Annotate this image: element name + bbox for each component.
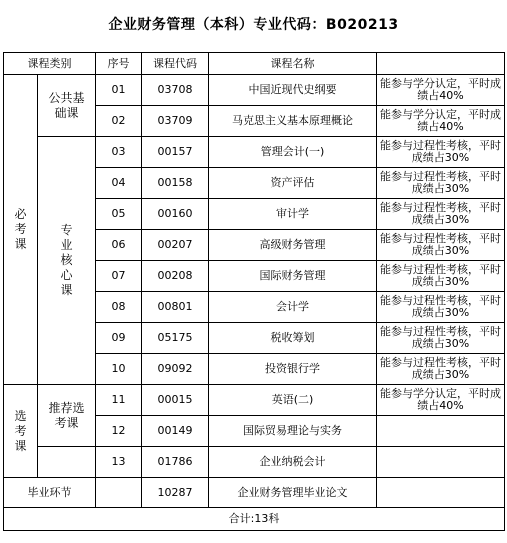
row-note: 能参与过程性考核，平时成绩占30% <box>377 230 505 261</box>
group-public-basic-label: 公共基础课 <box>48 90 85 120</box>
row-code: 00015 <box>142 385 209 416</box>
row-name: 管理会计(一) <box>209 137 377 168</box>
row-name: 英语(二) <box>209 385 377 416</box>
row-seq <box>96 478 142 508</box>
row-code: 00158 <box>142 168 209 199</box>
row-code: 00208 <box>142 261 209 292</box>
table-row <box>4 137 505 168</box>
header-name: 课程名称 <box>209 53 377 75</box>
row-note: 能参与学分认定，平时成绩占40% <box>377 385 505 416</box>
row-seq: 04 <box>96 168 142 199</box>
row-seq: 06 <box>96 230 142 261</box>
row-seq: 01 <box>96 75 142 106</box>
row-code: 00801 <box>142 292 209 323</box>
table-row <box>4 447 505 478</box>
group-required-cell <box>4 75 38 385</box>
group-professional-core-cell <box>38 137 96 385</box>
row-name: 审计学 <box>209 199 377 230</box>
total-row <box>4 508 505 531</box>
row-code: 03708 <box>142 75 209 106</box>
row-note: 能参与过程性考核，平时成绩占30% <box>377 261 505 292</box>
row-note: 能参与学分认定，平时成绩占40% <box>377 75 505 106</box>
row-seq: 13 <box>96 447 142 478</box>
row-seq: 08 <box>96 292 142 323</box>
row-code: 00149 <box>142 416 209 447</box>
header-note <box>377 53 505 75</box>
row-seq: 10 <box>96 354 142 385</box>
group-graduation-label: 毕业环节 <box>4 478 96 508</box>
row-seq: 12 <box>96 416 142 447</box>
header-code: 课程代码 <box>142 53 209 75</box>
row-code: 09092 <box>142 354 209 385</box>
row-note: 能参与过程性考核，平时成绩占30% <box>377 292 505 323</box>
row-code: 00160 <box>142 199 209 230</box>
graduation-row <box>4 478 505 508</box>
total-label: 合计:13科 <box>4 508 505 531</box>
group-recommended-elective-label: 推荐选考课 <box>48 400 85 430</box>
row-name: 国际贸易理论与实务 <box>209 416 377 447</box>
header-row <box>4 53 505 75</box>
row-note: 能参与过程性考核，平时成绩占30% <box>377 137 505 168</box>
row-code: 05175 <box>142 323 209 354</box>
row-name: 中国近现代史纲要 <box>209 75 377 106</box>
row-name: 会计学 <box>209 292 377 323</box>
row-seq: 05 <box>96 199 142 230</box>
row-note: 能参与过程性考核，平时成绩占30% <box>377 323 505 354</box>
row-name: 投资银行学 <box>209 354 377 385</box>
row-code: 10287 <box>142 478 209 508</box>
row-note: 能参与过程性考核，平时成绩占30% <box>377 199 505 230</box>
row-code: 00207 <box>142 230 209 261</box>
group-recommended-elective-cell <box>38 385 96 447</box>
group-public-basic-cell <box>38 75 96 137</box>
row-name: 资产评估 <box>209 168 377 199</box>
row-name: 税收筹划 <box>209 323 377 354</box>
row-name: 高级财务管理 <box>209 230 377 261</box>
row-note <box>377 416 505 447</box>
header-category: 课程类别 <box>4 53 96 75</box>
row-note <box>377 478 505 508</box>
group-professional-core-label: 专业核心课 <box>60 223 73 297</box>
row-code: 03709 <box>142 106 209 137</box>
row-seq: 02 <box>96 106 142 137</box>
document-title: 企业财务管理（本科）专业代码：B020213 <box>108 17 399 33</box>
row-note: 能参与过程性考核，平时成绩占30% <box>377 168 505 199</box>
group-required-label: 必考课 <box>14 207 27 251</box>
header-seq: 序号 <box>96 53 142 75</box>
row-code: 00157 <box>142 137 209 168</box>
row-note: 能参与过程性考核，平时成绩占30% <box>377 354 505 385</box>
row-name: 国际财务管理 <box>209 261 377 292</box>
table-row <box>4 75 505 106</box>
row-seq: 09 <box>96 323 142 354</box>
group-elective-label: 选考课 <box>14 408 27 453</box>
row-name: 企业纳税会计 <box>209 447 377 478</box>
row-name: 企业财务管理毕业论文 <box>209 478 377 508</box>
row-seq: 11 <box>96 385 142 416</box>
row-note <box>377 447 505 478</box>
row-seq: 07 <box>96 261 142 292</box>
empty-subcategory-cell <box>38 447 96 478</box>
group-elective-cell <box>4 385 38 478</box>
row-name: 马克思主义基本原理概论 <box>209 106 377 137</box>
table-row <box>4 385 505 416</box>
row-seq: 03 <box>96 137 142 168</box>
row-code: 01786 <box>142 447 209 478</box>
course-table <box>3 52 505 531</box>
row-note: 能参与学分认定，平时成绩占40% <box>377 106 505 137</box>
